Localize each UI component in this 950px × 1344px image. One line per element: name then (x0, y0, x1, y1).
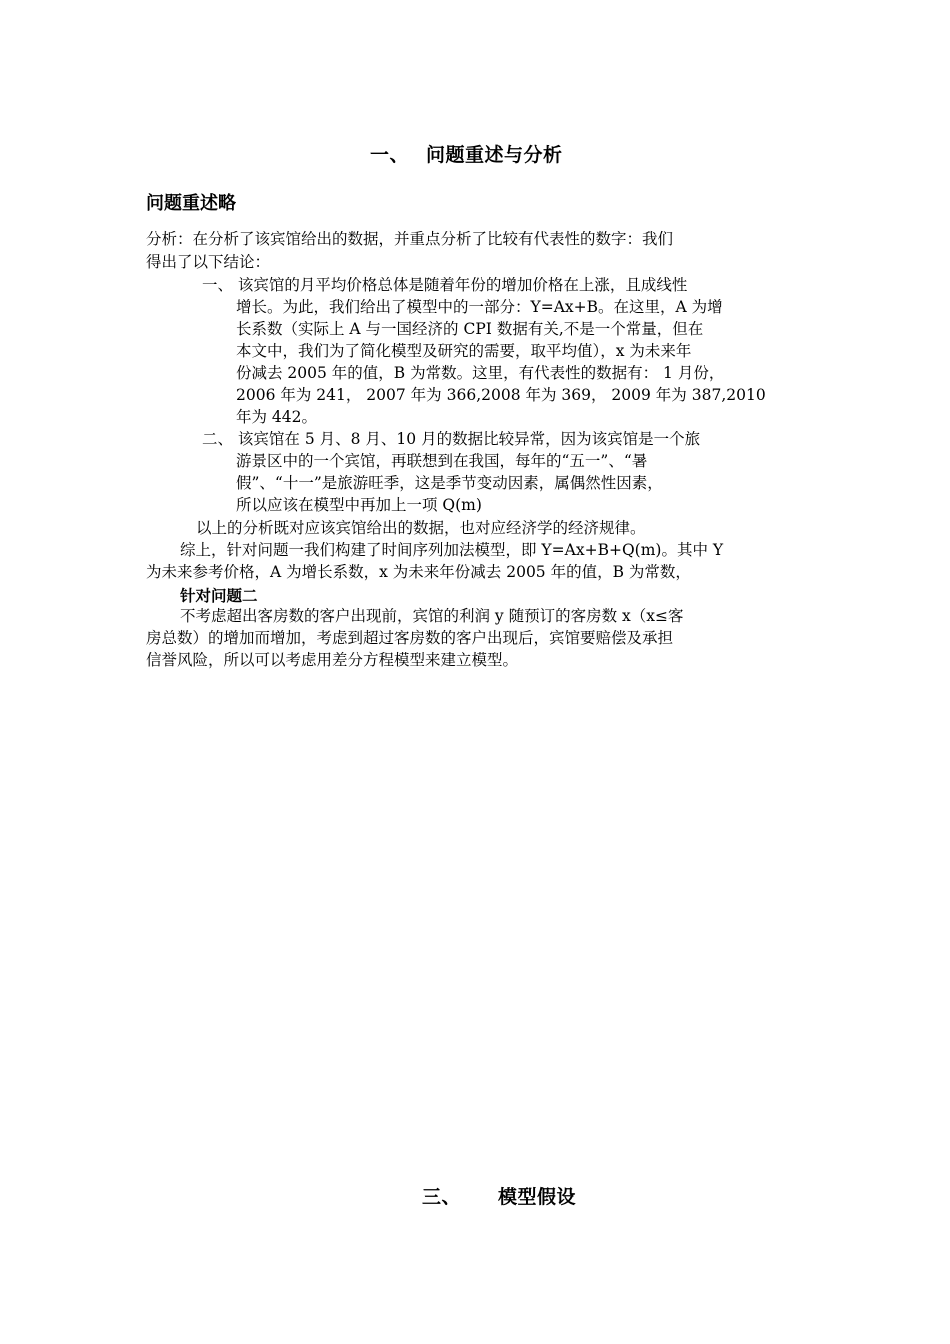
summary-line: 以上的分析既对应该宾馆给出的数据，也对应经济学的经济规律。 (196, 519, 646, 537)
point1-line: 2006 年为 241， 2007 年为 366,2008 年为 369， 2009 年为 387,2010 (236, 386, 766, 404)
analysis-line: 得出了以下结论： (146, 253, 271, 271)
problem2-line: 信誉风险，所以可以考虑用差分方程模型来建立模型。 (146, 651, 519, 669)
point1-line: 长系数（实际上 A 与一国经济的 CPI 数据有关,不是一个常量，但在 (236, 320, 704, 338)
point2-line: 二、 该宾馆在 5 月、8 月、10 月的数据比较异常，因为该宾馆是一个旅 (202, 430, 701, 448)
point1-line: 年为 442。 (236, 408, 318, 426)
restatement-heading: 问题重述略 (146, 193, 236, 214)
problem2-heading: 针对问题二 (180, 587, 258, 605)
section-heading-3 (422, 1182, 576, 1209)
section-number: 三、 (422, 1186, 462, 1208)
analysis-line: 分析：在分析了该宾馆给出的数据，并重点分析了比较有代表性的数字：我们 (146, 230, 674, 248)
point2-line: 游景区中的一个宾馆，再联想到在我国，每年的“五一”、“暑 (236, 452, 648, 470)
problem2-line: 房总数）的增加而增加，考虑到超过客房数的客户出现后，宾馆要赔偿及承担 (146, 629, 674, 647)
point2-line: 所以应该在模型中再加上一项 Q(m) (236, 496, 482, 514)
section-heading-1 (370, 140, 563, 167)
conclusion-line: 综上，针对问题一我们构建了时间序列加法模型，即 Y=Ax+B+Q(m)。其中 Y (180, 541, 724, 559)
section-title: 模型假设 (498, 1186, 577, 1208)
problem2-line: 不考虑超出客房数的客户出现前，宾馆的利润 y 随预订的客房数 x（x≤客 (180, 607, 684, 625)
conclusion-line: 为未来参考价格，A 为增长系数，x 为未来年份减去 2005 年的值，B 为常数， (146, 563, 691, 581)
section-number: 一、 (370, 144, 410, 166)
section-title: 问题重述与分析 (426, 144, 563, 166)
point1-line: 本文中，我们为了简化模型及研究的需要，取平均值），x 为未来年 (236, 342, 692, 360)
point1-line: 一、 该宾馆的月平均价格总体是随着年份的增加价格在上涨，且成线性 (202, 276, 688, 294)
point1-line: 增长。为此，我们给出了模型中的一部分：Y=Ax+B。在这里，A 为增 (236, 298, 723, 316)
point1-line: 份减去 2005 年的值，B 为常数。这里，有代表性的数据有： 1 月份， (236, 364, 725, 382)
point2-line: 假”、“十一”是旅游旺季，这是季节变动因素，属偶然性因素， (236, 474, 663, 492)
